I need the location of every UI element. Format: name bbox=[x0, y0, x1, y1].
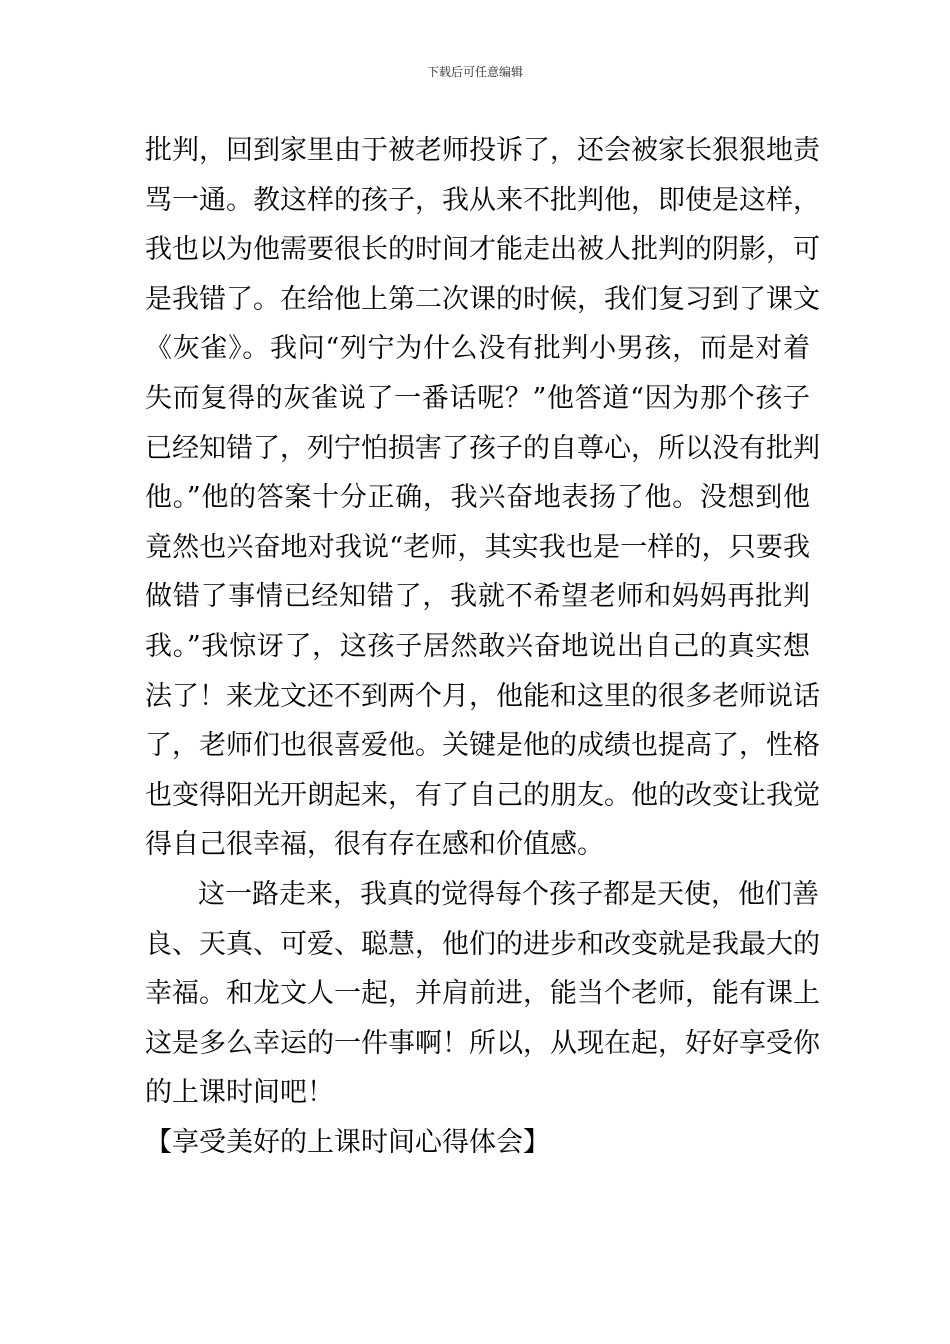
text-line: 这一路走来，我真的觉得每个孩子都是天使，他们善 bbox=[198, 879, 819, 910]
text-line: 做错了事情已经知错了，我就不希望老师和妈妈再批判 bbox=[145, 581, 810, 612]
text-line: 法了！来龙文还不到两个月，他能和这里的很多老师说话 bbox=[145, 681, 820, 712]
text-line: 他。”他的答案十分正确，我兴奋地表扬了他。没想到他 bbox=[145, 482, 810, 513]
text-line: 得自己很幸福，很有存在感和价值感。 bbox=[145, 829, 604, 860]
text-line: 批判，回到家里由于被老师投诉了，还会被家长狠狠地责 bbox=[145, 135, 820, 166]
text-line: 这是多么幸运的一件事啊！所以，从现在起，好好享受你 bbox=[145, 1028, 820, 1059]
text-line: 幸福。和龙文人一起，并肩前进，能当个老师，能有课上 bbox=[145, 978, 820, 1009]
text-line: 骂一通。教这样的孩子，我从来不批判他，即使是这样， bbox=[145, 185, 820, 216]
section-title: 【享受美好的上课时间心得体会】 bbox=[145, 1127, 550, 1158]
text-line: 是我错了。在给他上第二次课的时候，我们复习到了课文 bbox=[145, 284, 820, 315]
text-line: 《灰雀》。我问“列宁为什么没有批判小男孩，而是对着 bbox=[145, 333, 810, 364]
text-line: 的上课时间吧！ bbox=[145, 1077, 334, 1108]
text-line: 失而复得的灰雀说了一番话呢？”他答道“因为那个孩子 bbox=[145, 383, 810, 414]
text-line: 了，老师们也很喜爱他。关键是他的成绩也提高了，性格 bbox=[145, 730, 820, 761]
text-line: 我。”我惊讶了，这孩子居然敢兴奋地说出自己的真实想 bbox=[145, 631, 810, 662]
page-header: 下载后可任意编辑 bbox=[426, 65, 523, 79]
text-line: 也变得阳光开朗起来，有了自己的朋友。他的改变让我觉 bbox=[145, 780, 820, 811]
text-line: 良、天真、可爱、聪慧，他们的进步和改变就是我最大的 bbox=[145, 929, 820, 960]
text-line: 竟然也兴奋地对我说“老师，其实我也是一样的，只要我 bbox=[145, 532, 810, 563]
text-line: 我也以为他需要很长的时间才能走出被人批判的阴影，可 bbox=[145, 234, 820, 265]
text-line: 已经知错了，列宁怕损害了孩子的自尊心，所以没有批判 bbox=[145, 433, 820, 464]
